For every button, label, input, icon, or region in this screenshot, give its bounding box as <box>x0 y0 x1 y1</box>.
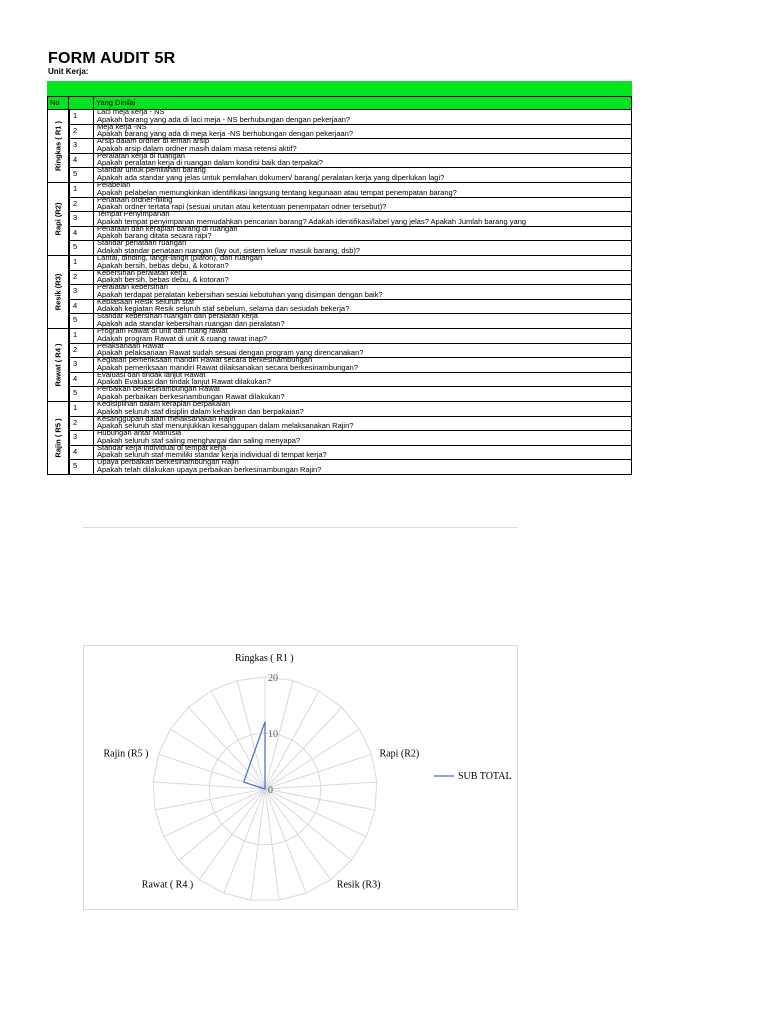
row-number: 2 <box>69 344 94 358</box>
legend-label: SUB TOTAL <box>458 771 512 782</box>
radar-spoke <box>179 789 265 860</box>
item-question: Apakah seluruh staf disiplin dalam kehadiran dan berpakaian? <box>97 406 304 416</box>
item-name: Standar kerja individual di tempat kerja <box>97 442 227 452</box>
item-name: Arsip dalam ordner di lemari arsip <box>97 136 210 146</box>
item-name: Laci meja kerja - NS <box>97 107 165 116</box>
row-number: 5 <box>69 314 94 328</box>
item-name: Meja kerja -NS <box>97 121 147 131</box>
group-label: Ringkas ( R1 ) <box>53 120 63 172</box>
radar-spoke <box>164 789 265 837</box>
item-question: Apakah barang ditata secara rapi? <box>97 231 212 241</box>
item-name: Kebiasaan Resik seluruh staf <box>97 296 195 306</box>
row-number: 3 <box>69 139 94 153</box>
form-title: FORM AUDIT 5R <box>48 50 176 67</box>
row-number: 4 <box>69 373 94 387</box>
row-number: 1 <box>69 110 94 124</box>
row-text <box>97 166 629 181</box>
item-name: Hubungan antar Manusia <box>97 428 182 438</box>
item-question: Apakah bersih, bebas debu, & kotoran? <box>97 275 229 285</box>
group-label-cell <box>47 256 69 329</box>
row-text <box>97 181 629 196</box>
row-number: 1 <box>69 183 94 197</box>
row-text <box>97 210 629 225</box>
row-number: 4 <box>69 446 94 460</box>
radar-tick-label: 0 <box>268 785 273 796</box>
item-question: Apakah Evaluasi dan tindak lanjut Rawat dilakukan? <box>97 377 271 387</box>
item-name: Kebersihan peralatan kerja <box>97 267 187 277</box>
row-number: 2 <box>69 271 94 285</box>
row-text <box>97 458 629 473</box>
row-text <box>97 283 629 298</box>
item-question: Apakah peralatan kerja di ruangan dalam kondisi baik dan terpakai? <box>97 158 323 168</box>
item-question: Apakah seluruh staf memiliki standar kerja individual di tempat kerja? <box>97 450 327 460</box>
item-name: Perbaikan berkesinambungan Rawat <box>97 384 220 394</box>
row-text <box>97 400 629 415</box>
row-number: 5 <box>69 241 94 255</box>
row-number: 3 <box>69 285 94 299</box>
row-number: 3 <box>69 431 94 445</box>
row-number: 3 <box>69 358 94 372</box>
chart-area <box>83 645 518 910</box>
radar-chart <box>84 646 519 911</box>
item-question: Apakah bersih, bebas debu, & kotoran? <box>97 260 229 270</box>
item-name: Pelaksanaan Rawat <box>97 340 164 350</box>
item-name: Upaya perbaikan berkesinambungan Rajin <box>97 457 239 467</box>
row-text <box>97 108 629 123</box>
item-question: Apakah pelaksanaan Rawat sudah sesuai dengan program yang direncanakan? <box>97 348 364 358</box>
unit-label: Unit Kerja: <box>48 67 89 76</box>
item-name: Peralatan kebersihan <box>97 282 168 292</box>
header-item: Yang Dinilai <box>94 96 632 110</box>
item-name: Standar untuk pemilahan barang <box>97 165 206 175</box>
table-row <box>69 457 632 475</box>
radar-tick-label: 10 <box>268 729 278 740</box>
item-question: Apakah arsip dalam ordner masih dalam masa retensi aktif? <box>97 143 297 153</box>
row-number: 2 <box>69 417 94 431</box>
radar-spoke <box>265 789 351 860</box>
item-question: Apakah ordner tertata rapi (sesuai urutan atau ketentuan penempatan odner tersebut)? <box>97 202 387 212</box>
item-question: Apakah barang yang ada di meja kerja -NS berhubungan dengan pekerjaan? <box>97 129 354 139</box>
row-number: 5 <box>69 460 94 474</box>
item-name: Tempat Penyimpanan <box>97 209 170 219</box>
item-name: Kegiatan pemeriksaan mandiri Rawat secara berkesinambungan <box>97 355 313 365</box>
radar-category-label: Rapi (R2) <box>379 748 420 760</box>
item-name: Penataan dan kerapian barang di ruangan <box>97 223 238 233</box>
item-name: Peralatan kerja di ruangan <box>97 150 185 160</box>
radar-category-label: Ringkas ( R1 ) <box>235 653 294 664</box>
row-text <box>97 254 629 269</box>
header-no: No <box>47 96 69 110</box>
item-name: Standar kebersihan ruangan dan peralatan kerja <box>97 311 258 321</box>
row-number: 2 <box>69 125 94 139</box>
item-name: Program Rawat di unit dan ruang rawat <box>97 326 228 335</box>
radar-category-label: Rawat ( R4 ) <box>141 879 194 891</box>
item-name: Penataan ordner-filling <box>97 194 173 204</box>
row-number: 5 <box>69 168 94 182</box>
item-question: Apakah ada standar kebersihan ruangan dan peralatan? <box>97 318 285 328</box>
header-green-bar <box>47 81 632 96</box>
group-label-cell <box>47 402 69 475</box>
item-question: Apakah perbaikan berkesinambungan Rawat dilakukan? <box>97 391 285 401</box>
item-question: Apakah barang yang ada di laci meja - NS berhubungan dengan pekerjaan? <box>97 114 351 124</box>
item-question: Apakah tempat penyimpanan memudahkan pencarian barang? Adakah identifikasi/label yang jelas? Apakah Jumlah barang yang <box>97 216 527 226</box>
item-name: Evaluasi dan tindak lanjut Rawat <box>97 369 206 379</box>
row-text <box>97 356 629 371</box>
chart-top-border <box>83 527 518 528</box>
row-text <box>97 269 629 284</box>
item-name: Lantai, dinding, langit-langit (plafon), dan ruangan <box>97 253 263 262</box>
row-number: 4 <box>69 300 94 314</box>
group-label-cell <box>47 110 69 183</box>
group-label: Rawat ( R4 ) <box>53 343 63 387</box>
group-label-cell <box>47 329 69 402</box>
item-question: Apakah seluruh staf saling menghargai dan saling menyapa? <box>97 435 301 445</box>
group-label: Rapi (R2) <box>53 202 63 236</box>
row-number: 4 <box>69 227 94 241</box>
item-name: Kesanggupan dalam melaksanakan Rajin <box>97 413 236 423</box>
radar-category-label: Resik (R3) <box>336 879 381 891</box>
row-number: 3 <box>69 212 94 226</box>
item-question: Apakah ada standar yang jelas untuk pemilahan dokumen/ barang/ peralatan kerja yang diperlukan lagi? <box>97 172 445 182</box>
row-number: 1 <box>69 329 94 343</box>
group-label: Resik (R3) <box>53 273 63 311</box>
item-name: Pelabelan <box>97 180 131 189</box>
radar-category-label: Rajin (R5 ) <box>103 748 149 760</box>
item-question: Apakah pelabelan memungkinkan identifikasi langsung tentang kegunaan atau tempat penempatan barang? <box>97 187 457 197</box>
radar-tick-label: 20 <box>268 673 278 684</box>
row-text <box>97 137 629 152</box>
group-label-cell <box>47 183 69 256</box>
item-question: Apakah terdapat peralatan kebersihan sesuai kebutuhan yang disimpan dengan baik? <box>97 289 383 299</box>
item-question: Apakah seluruh staf menunjukkan kesanggupan dalam melaksanakan Rajin? <box>97 421 354 431</box>
row-text <box>97 327 629 342</box>
header-ket <box>69 96 94 110</box>
row-text <box>97 429 629 444</box>
radar-spoke <box>265 789 366 837</box>
row-number: 4 <box>69 154 94 168</box>
row-text <box>97 196 629 211</box>
row-number: 5 <box>69 387 94 401</box>
item-question: Adakah program Rawat di unit & ruang rawat inap? <box>97 333 268 343</box>
item-question: Apakah telah dilakukan upaya perbaikan berkesinambungan Rajin? <box>97 464 322 474</box>
row-number: 1 <box>69 402 94 416</box>
item-name: Kedisiplinan dalam kerapian berpakaian <box>97 399 231 408</box>
item-question: Adakah standar penataan ruangan (lay out, sistem keluar masuk barang, dsb)? <box>97 245 361 255</box>
item-question: Apakah pemeriksaan mandiri Rawat dilaksanakan secara berkesinambungan? <box>97 362 358 372</box>
group-label: Rajin ( R5 ) <box>53 418 63 458</box>
row-number: 2 <box>69 198 94 212</box>
row-number: 1 <box>69 256 94 270</box>
item-question: Adakah kegiatan Resik seluruh staf sebelum, selama dan sesudah bekerja? <box>97 304 350 314</box>
item-name: Standar penataan ruangan <box>97 238 187 248</box>
